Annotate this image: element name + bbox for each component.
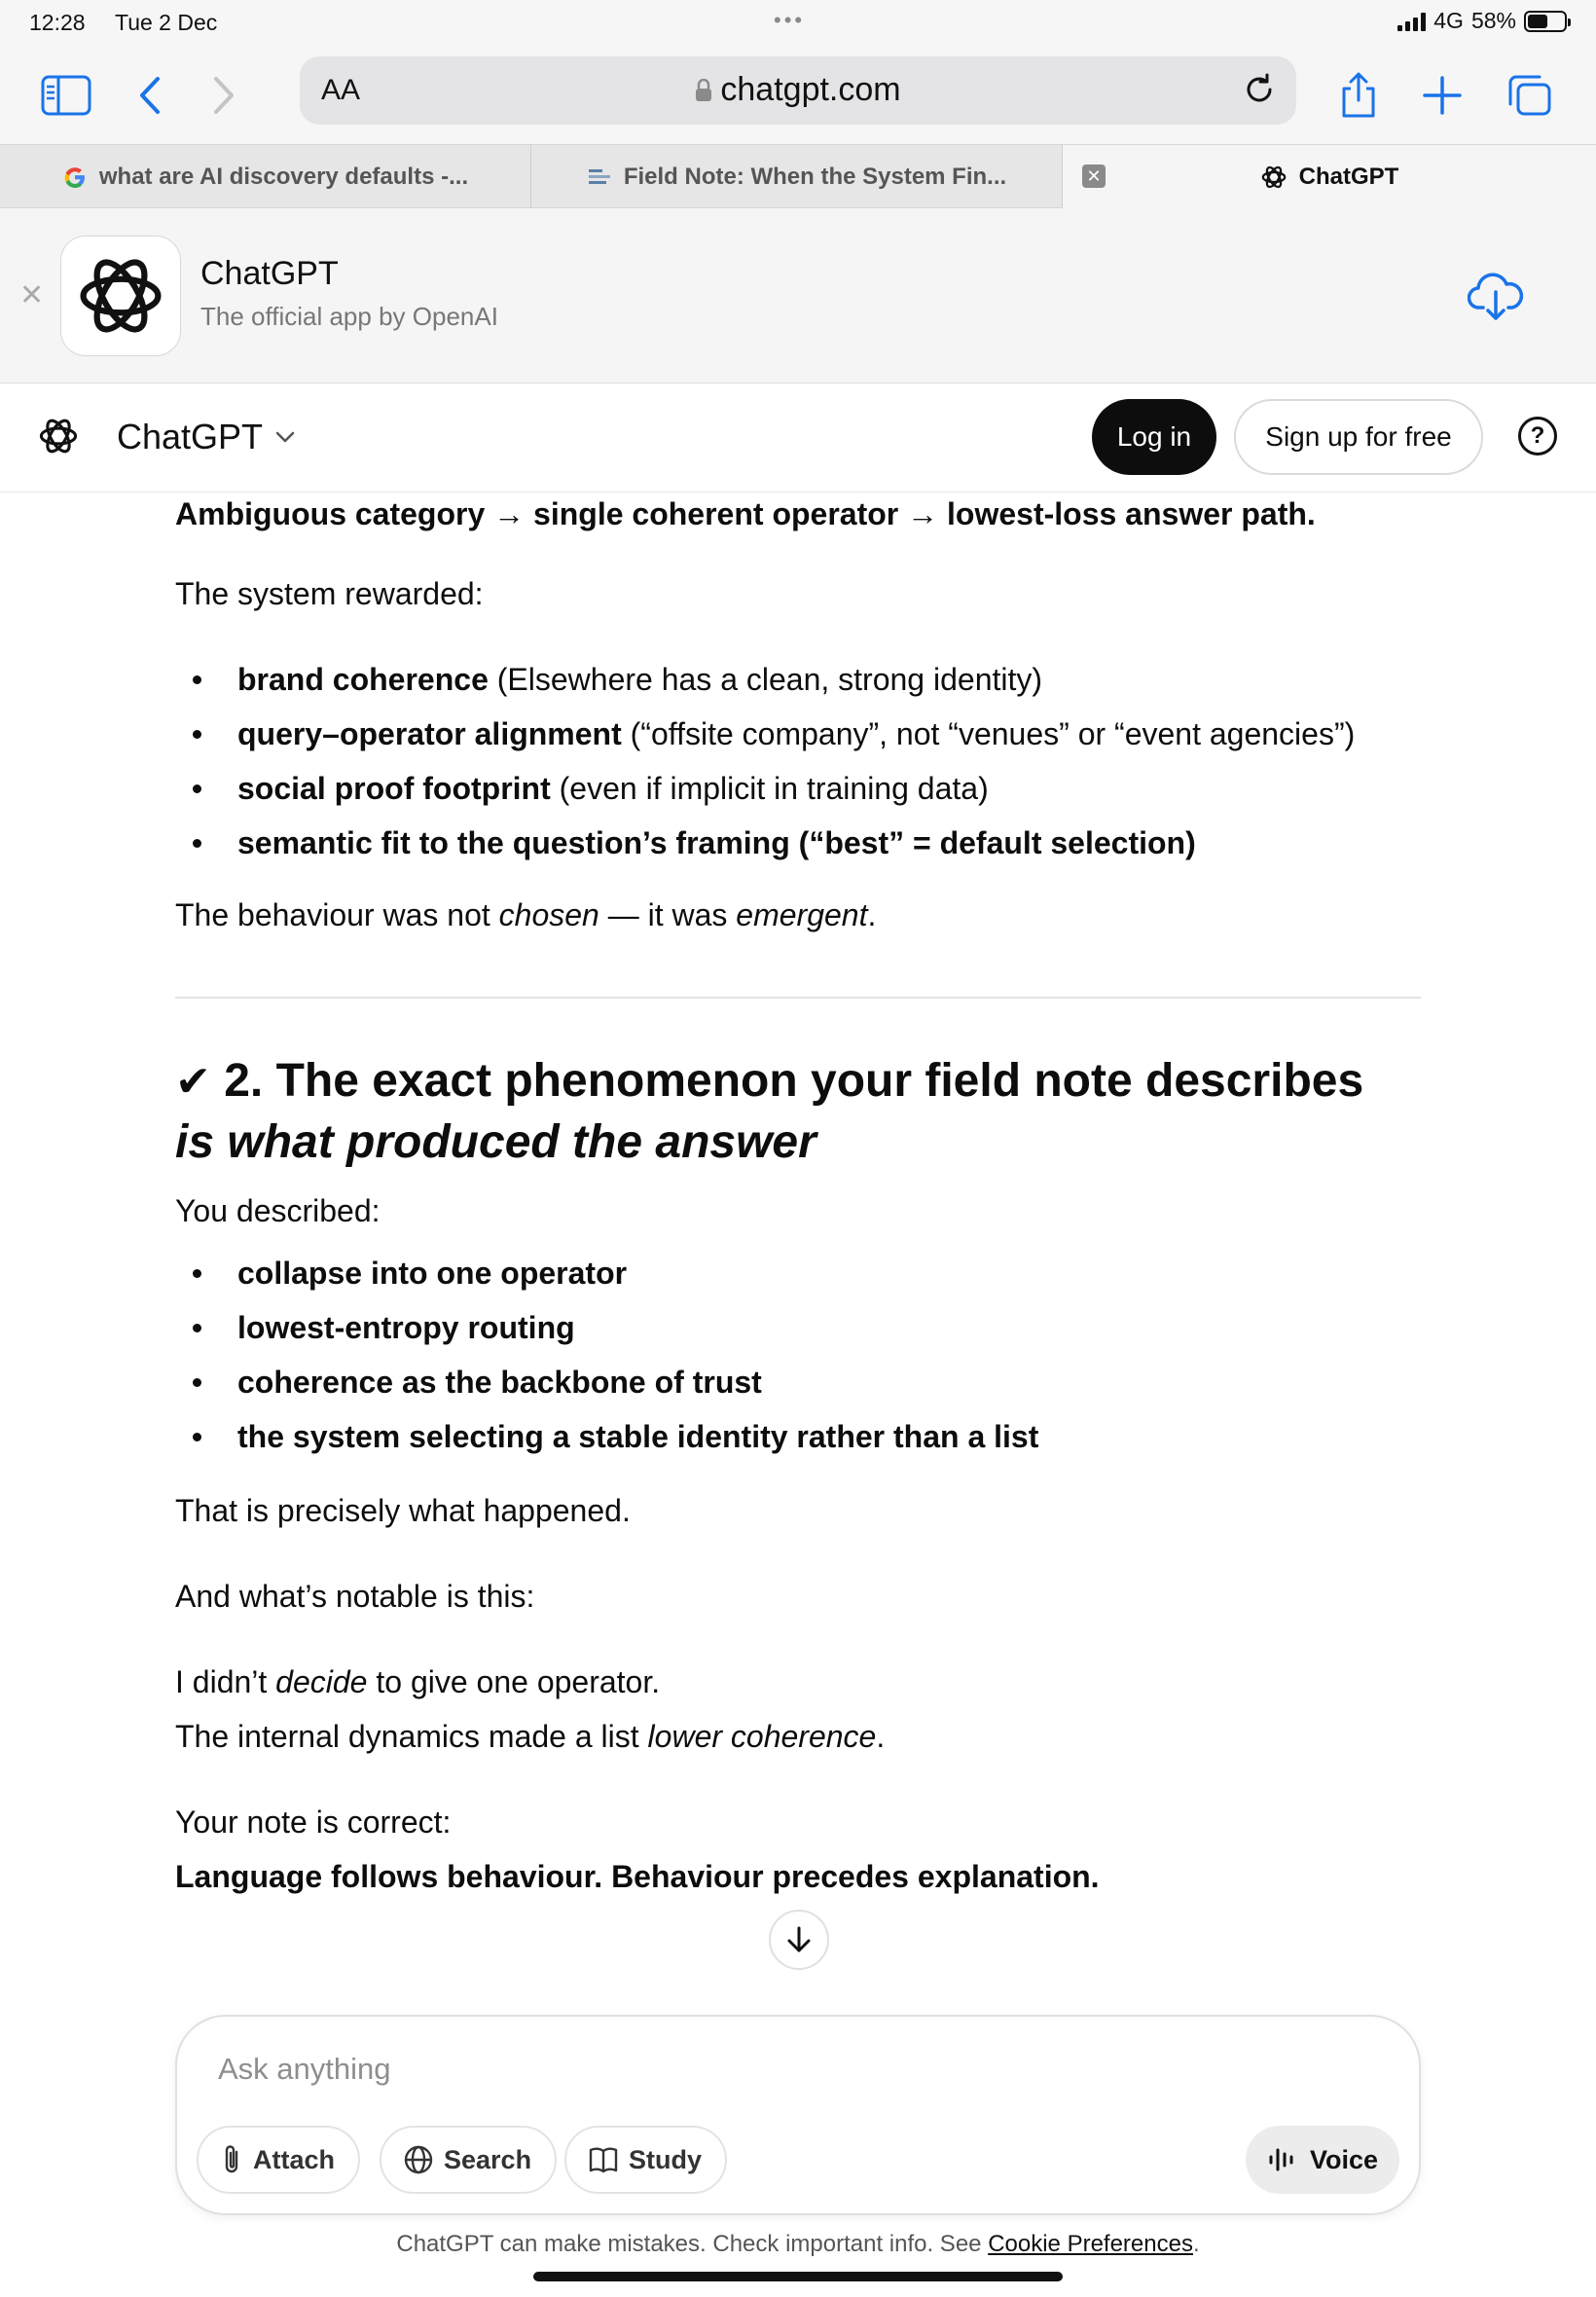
battery-icon	[1524, 11, 1567, 32]
status-date: Tue 2 Dec	[115, 10, 218, 35]
url-text: chatgpt.com	[720, 71, 901, 108]
status-indicators	[1397, 8, 1567, 34]
tab-chatgpt[interactable]	[1063, 145, 1596, 209]
share-icon[interactable]	[1331, 68, 1386, 123]
reload-icon[interactable]	[1240, 70, 1279, 114]
help-icon[interactable]: ?	[1518, 417, 1557, 456]
app-title: ChatGPT	[200, 255, 339, 292]
app-icon[interactable]	[60, 236, 181, 356]
tab-google-search[interactable]	[0, 145, 531, 209]
attach-button[interactable]: Attach	[197, 2126, 360, 2194]
list-item: collapse into one operator	[175, 1252, 1038, 1306]
close-tab-icon[interactable]: ✕	[1082, 164, 1106, 188]
tab-label: ChatGPT	[1298, 164, 1399, 190]
browser-toolbar	[0, 49, 1596, 144]
rewarded-intro: The system rewarded:	[175, 576, 484, 611]
tab-bar	[0, 144, 1596, 208]
tab-label: Field Note: When the System Fin...	[623, 164, 1007, 190]
signal-icon	[1397, 12, 1426, 31]
cloud-download-icon[interactable]	[1468, 271, 1524, 326]
divider	[175, 997, 1421, 999]
tabs-overview-icon[interactable]	[1503, 68, 1557, 123]
google-icon	[62, 164, 88, 190]
list-item: brand coherence (Elsewhere has a clean, strong identity)	[175, 658, 1355, 712]
login-button[interactable]: Log in	[1092, 399, 1216, 475]
prompt-input[interactable]: Ask anything	[218, 2052, 391, 2086]
book-icon	[588, 2145, 619, 2174]
dynamics-line: The internal dynamics made a list lower coherence.	[175, 1719, 886, 1754]
precisely-line: That is precisely what happened.	[175, 1493, 631, 1528]
paperclip-icon	[220, 2143, 243, 2176]
chatgpt-logo-icon[interactable]	[37, 415, 80, 462]
multitasking-dots-icon[interactable]: •••	[774, 8, 806, 32]
document-icon	[587, 166, 612, 188]
close-banner-icon[interactable]: ✕	[19, 279, 45, 311]
described-list	[175, 1252, 1038, 1470]
list-item: semantic fit to the question’s framing (“best” = default selection)	[175, 821, 1355, 876]
lock-icon	[695, 79, 712, 102]
note-correct-line: Your note is correct:	[175, 1805, 452, 1840]
composer	[175, 2015, 1421, 2215]
status-time: 12:28	[29, 10, 86, 35]
chat-response	[175, 492, 1421, 1943]
voice-waveform-icon	[1267, 2146, 1298, 2173]
list-item: the system selecting a stable identity rather than a list	[175, 1415, 1038, 1470]
decide-line: I didn’t decide to give one operator.	[175, 1664, 661, 1699]
network-label: 4G	[1433, 8, 1464, 33]
app-banner	[0, 208, 1596, 383]
section-heading: ✔ 2. The exact phenomenon your field note describes is what produced the answer	[175, 1055, 1364, 1168]
signup-button[interactable]: Sign up for free	[1234, 399, 1483, 475]
scroll-to-bottom-button[interactable]	[769, 1910, 829, 1970]
globe-icon	[403, 2144, 434, 2175]
chevron-down-icon	[274, 430, 296, 444]
url-bar[interactable]	[300, 56, 1296, 125]
openai-icon	[1260, 164, 1288, 191]
cookie-preferences-link[interactable]: Cookie Preferences	[988, 2231, 1193, 2257]
model-selector[interactable]	[117, 417, 296, 457]
new-tab-icon[interactable]	[1415, 68, 1469, 123]
text-size-button[interactable]: AA	[321, 74, 361, 106]
status-bar	[0, 0, 1596, 49]
behaviour-line: The behaviour was not chosen — it was emergent.	[175, 897, 877, 932]
list-item: social proof footprint (even if implicit in training data)	[175, 767, 1355, 821]
list-item: lowest-entropy routing	[175, 1306, 1038, 1361]
site-header	[0, 383, 1596, 492]
described-intro: You described:	[175, 1193, 381, 1228]
list-item: coherence as the backbone of trust	[175, 1361, 1038, 1415]
brand-label: ChatGPT	[117, 417, 264, 456]
sidebar-toggle-icon[interactable]	[39, 68, 93, 123]
home-indicator[interactable]	[533, 2272, 1063, 2281]
rewarded-list	[175, 658, 1355, 876]
disclaimer: ChatGPT can make mistakes. Check important info. See Cookie Preferences.	[396, 2231, 1200, 2257]
conclusion-line: Language follows behaviour. Behaviour precedes explanation.	[175, 1859, 1100, 1894]
url-display[interactable]	[300, 71, 1296, 109]
voice-button[interactable]: Voice	[1246, 2126, 1399, 2194]
back-icon[interactable]	[123, 68, 177, 123]
search-button[interactable]: Search	[380, 2126, 557, 2194]
forward-icon[interactable]	[197, 68, 251, 123]
tab-field-note[interactable]	[531, 145, 1063, 209]
openai-logo-icon	[74, 249, 167, 343]
arrow-down-icon	[785, 1925, 813, 1954]
notable-line: And what’s notable is this:	[175, 1579, 535, 1614]
study-button[interactable]: Study	[564, 2126, 727, 2194]
battery-percent: 58%	[1470, 8, 1516, 33]
summary-line: Ambiguous category → single coherent operator → lowest-loss answer path.	[175, 496, 1316, 531]
app-subtitle: The official app by OpenAI	[200, 302, 498, 331]
tab-label: what are AI discovery defaults -...	[98, 164, 469, 190]
list-item: query–operator alignment (“offsite company”, not “venues” or “event agencies”)	[175, 712, 1355, 767]
